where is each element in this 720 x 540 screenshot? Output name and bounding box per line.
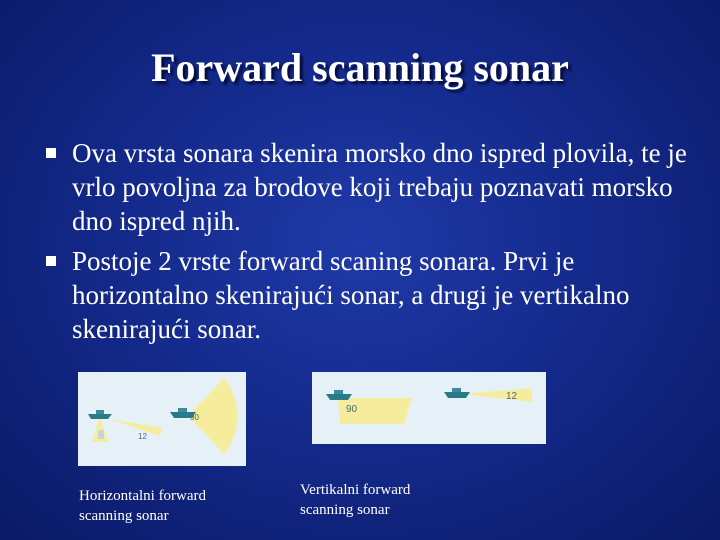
square-bullet-icon (46, 256, 56, 266)
bullet-text: Postoje 2 vrste forward scaning sonara. Prvi je horizontalno skenirajući sonar, a drugi je vertikalno skenirajući sonar. (72, 246, 630, 344)
boat-icon (444, 392, 470, 398)
slide-title: Forward scanning sonar (151, 45, 569, 90)
range-label-12: 12 (138, 432, 147, 441)
bullet-text: Ova vrsta sonara skenira morsko dno ispred plovila, te je vrlo povoljna za brodove koji trebaju poznavati morsko dno ispred njih. (72, 138, 687, 236)
caption-line: Vertikalni forward (300, 482, 411, 498)
bullet-list (46, 136, 696, 346)
range-label-90: 90 (346, 404, 358, 415)
caption-line: Horizontalni forward (79, 488, 207, 504)
vertical-caption (300, 480, 410, 520)
horizontal-caption (79, 486, 206, 526)
bullet-item (46, 244, 696, 346)
boat-icon (326, 394, 352, 400)
horizontal-sonar-image (78, 372, 246, 466)
caption-line: scanning sonar (300, 502, 390, 518)
caption-line: scanning sonar (79, 508, 169, 524)
bullet-item (46, 136, 696, 238)
square-bullet-icon (46, 148, 56, 158)
boat-icon (88, 414, 112, 419)
range-label-12: 12 (506, 391, 518, 402)
range-label-90: 90 (190, 413, 199, 422)
vertical-sonar-image (312, 372, 546, 444)
